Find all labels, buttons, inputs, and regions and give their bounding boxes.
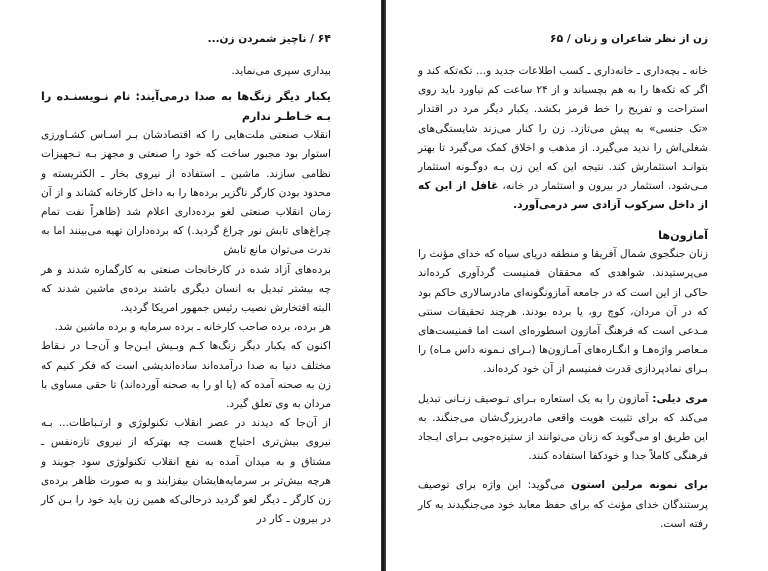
- paragraph: هر برده، برده صاحب کارخانه ـ برده سرمایه و برده ماشین شد.: [54, 321, 331, 334]
- page-body: [41, 62, 331, 529]
- page-header: [208, 32, 331, 45]
- page-body: [418, 62, 708, 534]
- header-separator: /: [566, 33, 571, 45]
- bold-run: مری دیلی:: [652, 392, 708, 405]
- paragraph: برای نمونه مرلین استون می‌گوید: این واژه برای توصیف پرستندگان خدای مؤنث که برای حفظ معابد خود می‌جنگیدند به کار رفته است.: [418, 479, 708, 530]
- right-page: [386, 0, 768, 571]
- left-page: [0, 0, 381, 571]
- paragraph: انقلاب صنعتی ملت‌هایی را که اقتصاد‌شان بـر اسـاس کشـاورزی استوار بود مجبور ساخت که خود را صنعتی و مجهز بـه تـجهیزات نظامی سازند. ماشین ـ استفاده از نیروی بخار ـ الکتریسته و محدود بودن کارگر ناگزیر برده‌ها را به داخل کارخانه کشاند و از آن زمان انقلاب صنعتی لغو برده‌داری اعلام شد (ظاهراً نفت تمام چراغ‌های تابش نور چراغ گردید.) که برده‌داران تهیه می‌بینند اما به ندرت می‌توان مانع تابش: [41, 129, 331, 257]
- paragraph: برده‌های آزاد شده در کارخانجات صنعتی به کارگماره شدند و هر چه بیشتر تبدیل به انسان دیگری باشند برده‌ی ماشین شدند که البته افتخارش نصیب رئیس جمهور امریکا گردید.: [41, 263, 331, 315]
- running-title: ناچیز شمردن زن...: [207, 33, 307, 45]
- paragraph: زنان جنگجوی شمال آفریقا و منطقه دریای سیاه که خدای مؤنث را می‌پرستیدند. شواهدی که محققان فمنیست گردآوری کرده‌اند حاکی از این است که در جامعه آمازونگونه‌ای مادرسالاری حاکم بود که در آن مردان، کوچ رو، یا برده بودند. هرچند تحقیقات سنتی مـدعی است که فرهنگ آمازون اسطوره‌ای است اما فمنیست‌های مـعاصر واژه‌هـا و انگـاره‌های آمـازون‌ها (بـرای نـمونه داس مـاه) را بـرای نمادپردازی قدرت فمنیسم از آن خود کرده‌اند.: [418, 248, 708, 376]
- section-heading: آمازون‌ها: [658, 228, 708, 242]
- section-heading: یکبار دیگر زنگ‌ها به صدا درمی‌آیند: نام نـویسنـده را بـه خـاطـر ندارم: [41, 90, 331, 123]
- running-title: زن از نظر شاعران و زنان: [574, 33, 708, 45]
- page-header: [550, 32, 708, 45]
- page-number: ۶۴: [317, 32, 331, 45]
- paragraph: اکنون که یکبار دیگر زنگ‌ها کـم وبـیش ایـن‌جا و آن‌جـا در نـقاط مختلف دنیا به صدا درآمده‌اند ساده‌اندیشی است که فکر کنیم که زن به صحنه آمده که (یا او را به صحنه آورده‌اند) تا حقی مساوی با مردان به وی تعلق گیرد.: [41, 340, 331, 411]
- header-separator: /: [310, 33, 314, 45]
- bold-run: برای نمونه مرلین استون: [571, 479, 708, 492]
- paragraph: بیداری سپری می‌نماید.: [231, 65, 331, 77]
- bold-run: غافل از این که از داخل سرکوب آزادی سر درمی‌آورد.: [418, 180, 708, 212]
- paragraph: خانه ـ بچه‌داری ـ خانه‌داری ـ کسب اطلاعات جدید و... تکه‌تکه کند و اگر که تکه‌ها را به هم بچسباند و از ۲۴ ساعت کم نیاورد باید روی استراحت و تفریح را خط قرمز بکشد. یکبار دیگر مرد در اقتدار «تک جنسی» به پیش می‌تازد. زن را کنار می‌زند شایستگی‌های شغلی‌اش را ندید می‌گیرد. از مذهب و اخلاق کمک می‌گیرد تا بهتر بتوانـد استثمارش کند. نتیجه این که این زن بـه دوگـونه استثمار مـی‌شود. استثمار در بیرون و استثمار در خانه، غافل از این که از داخل سرکوب آزادی سر درمی‌آورد.: [418, 65, 708, 212]
- page-number: ۶۵: [549, 32, 564, 45]
- paragraph: از آن‌جا که دیدند در عصر انقلاب تکنولوژی و ارتـباطات... بـه نیروی بیش‌تری احتیاج هست چه بهترکه از نیروی تازه‌نفس ـ مشتاق و به میدان آمده به نفع انقلاب تکنولوژی سود جویند و هرچه بیش‌تر بر سرمایه‌هایشان بیفزایند و به صورت ظاهر برده‌ی زن کارگر ـ دیگر لغو گردید درحالی‌که همین زن باید خود را بـن کار در بیرون ـ کار در: [41, 417, 331, 526]
- paragraph: مری دیلی: آمازون را به یک استعاره بـرای تـوصیف زنـانی تبدیل می‌کند که برای تثبیت هویت واقعی مادربزرگ‌شان می‌جنگند. به این طریق او می‌گوید که زنان می‌توانند از ستیزه‌جویی بـرای ایـجاد فرهنگی کاملاً جدا و خودکفا استفاده کنند.: [418, 392, 708, 463]
